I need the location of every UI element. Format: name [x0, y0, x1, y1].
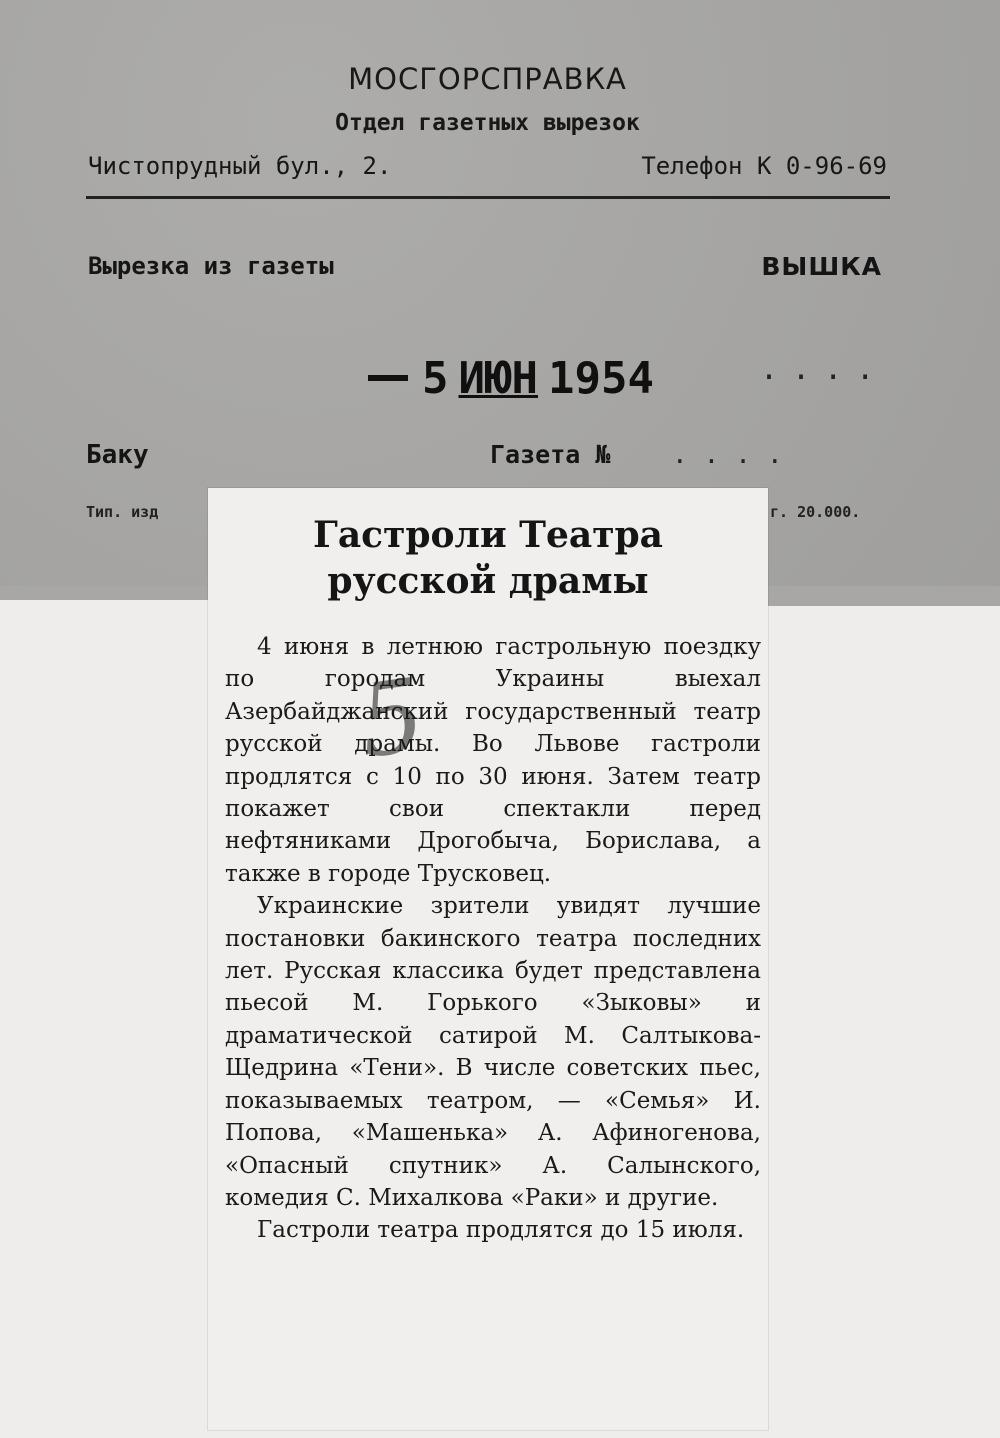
agency-phone: Телефон К 0-96-69	[641, 152, 887, 180]
stamp-month: ИЮН	[458, 352, 538, 404]
printing-info-right: г. 20.000.	[770, 503, 861, 521]
article-title-line-2: русской драмы	[327, 560, 649, 602]
stamp-year: 1954	[547, 352, 654, 404]
article-paragraph-1: 4 июня в летнюю гастрольную поездку по городам Украины выехал Азербайджанский государственный театр русской драмы. Во Львове гастроли продлятся с 10 по 30 июня. Затем театр покажет свои спектакли перед нефтяниками Дрогобыча, Борислава, а также в городе Трусковец.	[225, 634, 761, 887]
article-body	[225, 631, 761, 1247]
city-name: Баку	[86, 440, 149, 470]
article-title-line-1: Гастроли Театра	[312, 514, 664, 556]
clipping-label: Вырезка из газеты	[88, 252, 334, 280]
date-stamp	[368, 348, 654, 408]
form-edge-left	[0, 586, 230, 600]
stamp-dash	[368, 375, 408, 381]
header-rule	[86, 196, 890, 199]
newspaper-clipping	[208, 488, 768, 1430]
printing-info-left: Тип. изд	[86, 503, 159, 521]
newspaper-name: ВЫШКА	[761, 252, 882, 281]
article-paragraph-3: Гастроли театра продлятся до 15 июля.	[257, 1217, 745, 1244]
gazeta-number-label: Газета №	[490, 440, 611, 469]
pencil-number-mark: 5	[352, 656, 432, 781]
stamp-day: 5	[422, 352, 449, 404]
form-edge-right	[764, 586, 1000, 606]
agency-name: МОСГОРСПРАВКА	[348, 62, 627, 96]
date-fill-dots: ....	[760, 352, 889, 387]
department-name: Отдел газетных вырезок	[335, 110, 640, 136]
article-paragraph-2: Украинские зрители увидят лучшие постановки бакинского театра последних лет. Русская классика будет представлена пьесой М. Горького «Зыковы» и драматической сатирой М. Салтыкова-Щедрина «Тени». В числе советских пьес, показываемых театром, — «Семья» И. Попова, «Машенька» А. Афиногенова, «Опасный спутник» А. Салынского, комедия С. Михалкова «Раки» и другие.	[225, 893, 761, 1211]
article-title	[208, 512, 768, 604]
agency-address: Чистопрудный бул., 2.	[88, 152, 392, 180]
gazeta-number-dots: ....	[672, 440, 799, 470]
